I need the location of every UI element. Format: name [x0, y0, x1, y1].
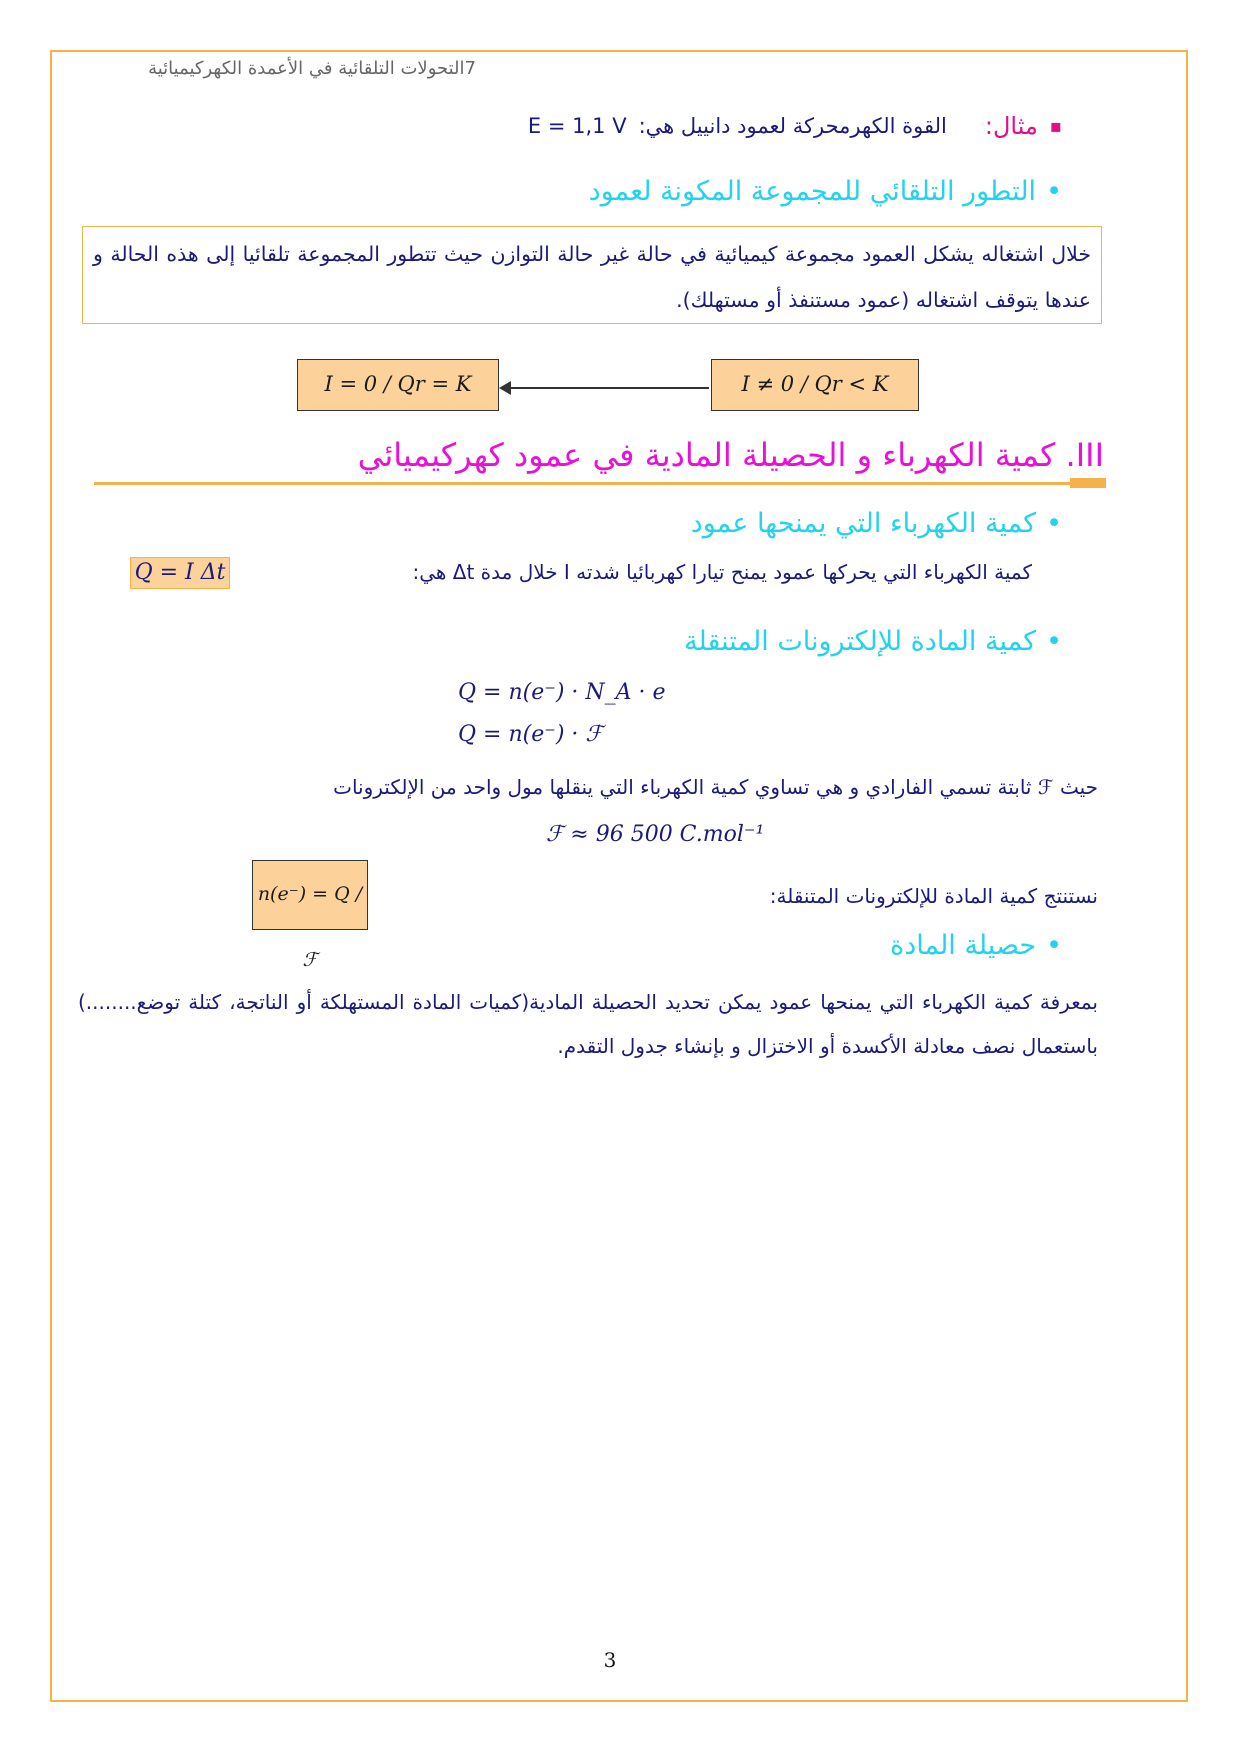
page-number: 3 — [603, 1648, 617, 1672]
arrow-left-icon — [501, 387, 709, 389]
nonequilibrium-state-box: I ≠ 0 / Qr < K — [711, 359, 919, 411]
section-divider-tab — [1070, 478, 1106, 488]
n-formula-box: n(e⁻) = Q / ℱ — [252, 860, 368, 930]
faraday-definition: حيث ℱ ثابتة تسمي الفارادي و هي تساوي كمية الكهرباء التي ينقلها مول واحد من الإلكترونات — [333, 775, 1098, 799]
heading-material-balance: • حصيلة المادة — [890, 930, 1062, 961]
heading-electron-amount: • كمية المادة للإلكترونات المتنقلة — [684, 626, 1062, 657]
example-line — [528, 112, 1062, 140]
q-formula-box: Q = I Δt — [130, 557, 230, 589]
example-value: E = 1,1 V — [527, 114, 627, 138]
square-bullet-icon: ▪ — [1049, 115, 1062, 137]
equation-q-na: Q = n(e⁻) · N_A · e — [458, 680, 666, 705]
section-title: III. كمية الكهرباء و الحصيلة المادية في عمود كهركيميائي — [357, 436, 1104, 474]
example-text: القوة الكهرمحركة لعمود دانييل هي: — [638, 114, 947, 138]
electricity-text: كمية الكهرباء التي يحركها عمود يمنح تيارا كهربائيا شدته I خلال مدة Δt هي: — [412, 560, 1032, 584]
conclusion-text: نستنتج كمية المادة للإلكترونات المتنقلة: — [769, 884, 1098, 908]
section-divider — [94, 482, 1106, 485]
heading-electricity-quantity: • كمية الكهرباء التي يمنحها عمود — [691, 508, 1062, 539]
faraday-value: ℱ ≈ 96 500 C.mol⁻¹ — [546, 822, 765, 847]
material-balance-text: بمعرفة كمية الكهرباء التي يمنحها عمود يمكن تحديد الحصيلة المادية(كميات المادة المستهلكة أو الناتجة، كتلة توضع........) باستعمال نصف معادلة الأكسدة أو الاختزال و بإنشاء جدول التقدم. — [78, 990, 1098, 1058]
page-header: 7التحولات التلقائية في الأعمدة الكهركيميائية — [148, 58, 476, 79]
equation-q-faraday: Q = n(e⁻) · ℱ — [458, 722, 603, 747]
example-label: مثال: — [984, 112, 1038, 140]
heading-spontaneous-evolution: • التطور التلقائي للمجموعة المكونة لعمود — [589, 176, 1062, 207]
info-box — [82, 226, 1102, 324]
equilibrium-state-box: I = 0 / Qr = K — [297, 359, 499, 411]
info-box-text: خلال اشتغاله يشكل العمود مجموعة كيميائية في حالة غير حالة التوازن حيث تتطور المجموعة تلقائيا إلى هذه الحالة و عندها يتوقف اشتغاله (عمود مستنفذ أو مستهلك). — [93, 242, 1091, 312]
